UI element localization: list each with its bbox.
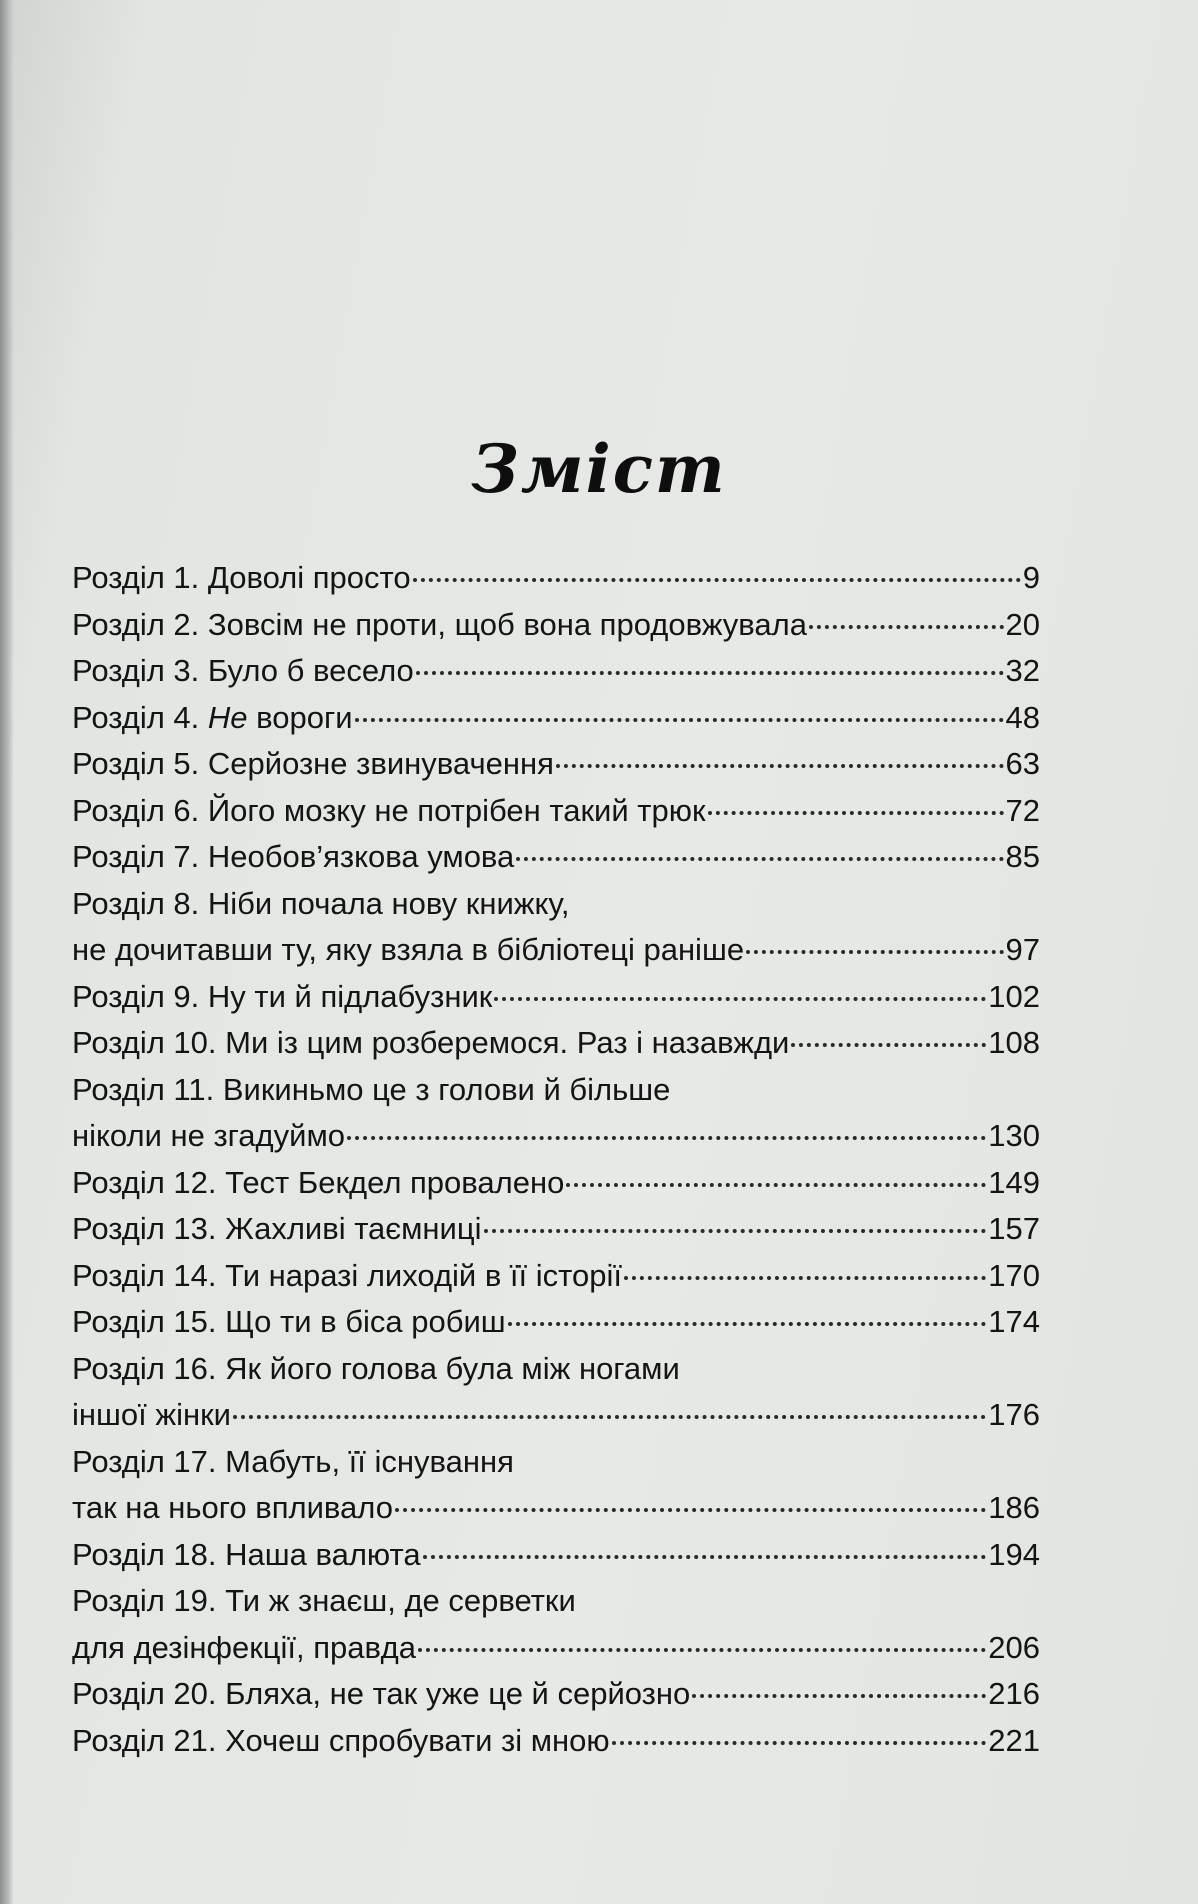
toc-entry-title-part: Розділ 9. Ну ти й підлабузник: [72, 978, 493, 1014]
toc-leader-dots: [708, 811, 1004, 815]
toc-entry-title: [72, 788, 706, 835]
page-gutter-shadow: [0, 0, 14, 1904]
toc-page-number: 63: [1005, 746, 1040, 781]
toc-entry: [72, 1532, 1040, 1579]
toc-entry-title-part: не дочитавши ту, яку взяла в бібліотеці раніше: [72, 932, 745, 967]
toc-entry-title-part: Розділ 18. Наша валюта: [72, 1536, 421, 1572]
toc-entry-title: [72, 1718, 610, 1765]
toc-page-number: 186: [988, 1490, 1040, 1525]
toc-entry-title: [72, 695, 353, 742]
toc-entry: [72, 1160, 1040, 1207]
toc-page-number: 20: [1005, 606, 1040, 642]
toc-leader-dots: [355, 718, 1004, 722]
toc-leader-dots: [566, 1183, 986, 1187]
toc-leader-dots: [494, 997, 986, 1001]
toc-entry-title: [72, 1671, 690, 1718]
toc-entry-title: [72, 648, 414, 695]
toc-page-number: 221: [988, 1722, 1040, 1758]
toc-leader-dots: [395, 1508, 986, 1512]
toc-entry-title: [72, 881, 569, 928]
toc-entry-title: [72, 1532, 421, 1579]
toc-leader-dots: [413, 578, 1021, 582]
toc-entry-title-part: Розділ 20. Бляха, не так уже це й серйозно: [72, 1676, 691, 1711]
toc-leader-dots: [624, 1276, 986, 1280]
toc-leader-dots: [418, 1648, 986, 1652]
toc-page-number: 174: [988, 1304, 1040, 1339]
toc-entry-title-part: Розділ 13. Жахливі таємниці: [72, 1211, 482, 1246]
toc-page-number: 194: [988, 1536, 1040, 1572]
toc-page-number: 9: [1022, 560, 1040, 595]
toc-entry-title: [72, 1392, 231, 1439]
toc-entry-title: [72, 1206, 482, 1253]
toc-entry-title-part: Розділ 2. Зовсім не проти, щоб вона продовжувала: [72, 606, 807, 642]
bleed-through-text: [240, 228, 1070, 564]
toc-entry: [72, 788, 1040, 835]
toc-page-number: 85: [1005, 839, 1040, 874]
toc-entry-title-italic: Не: [207, 699, 248, 735]
toc-entry: [72, 1718, 1040, 1765]
toc-entry-title-part: Розділ 19. Ти ж знаєш, де серветки: [72, 1583, 576, 1618]
toc-leader-dots: [612, 1741, 987, 1745]
toc-entry: [72, 648, 1040, 695]
toc-entry: [72, 555, 1040, 602]
toc-entry: [72, 1671, 1040, 1718]
toc-entry: [72, 695, 1040, 742]
toc-entry: [72, 1067, 1040, 1114]
toc-entry-title-part: Розділ 5. Серйозне звинувачення: [72, 746, 554, 781]
toc-page-number: 108: [988, 1025, 1040, 1060]
toc-page-number: 102: [988, 978, 1040, 1014]
toc-entry-title-part: Розділ 14. Ти наразі лиходій в її історії: [72, 1257, 622, 1293]
toc-entry-title-part: Розділ 21. Хочеш спробувати зі мною: [72, 1722, 610, 1758]
toc-entry-title-part: Розділ 10. Ми із цим розберемося. Раз і назавжди: [72, 1025, 790, 1060]
toc-leader-dots: [692, 1694, 986, 1698]
toc-entry: [72, 1392, 1040, 1439]
toc-entry-title-part: для дезінфекції, правда: [72, 1629, 416, 1665]
toc-entry-title: [72, 1578, 576, 1625]
toc-entry-title: [72, 555, 411, 602]
toc-entry: [72, 602, 1040, 649]
toc-entry-title: [72, 1625, 416, 1672]
toc-entry-title-part: іншої жінки: [72, 1397, 231, 1432]
toc-page-number: 72: [1005, 792, 1040, 828]
toc-entry: [72, 1253, 1040, 1300]
toc-leader-dots: [233, 1415, 986, 1419]
toc-page-number: 97: [1005, 932, 1040, 967]
toc-entry-title-part: так на нього впливало: [72, 1490, 393, 1525]
toc-leader-dots: [484, 1229, 987, 1233]
toc-entry-title-part: Розділ 3. Було б весело: [72, 653, 414, 688]
toc-leader-dots: [556, 764, 1004, 768]
toc-page-number: 216: [988, 1676, 1040, 1711]
toc-entry-title-part: Розділ 6. Його мозку не потрібен такий трюк: [72, 792, 706, 828]
toc-entry-title: [72, 602, 807, 649]
toc-page-number: 48: [1005, 699, 1040, 735]
toc-entry-title: [72, 1346, 680, 1393]
toc-page-number: 149: [988, 1164, 1040, 1200]
toc-entry: [72, 1299, 1040, 1346]
toc-leader-dots: [516, 857, 1003, 861]
toc-leader-dots: [746, 950, 1003, 954]
toc-entry: [72, 1439, 1040, 1486]
toc-entry-title: [72, 1439, 514, 1486]
toc-leader-dots: [809, 625, 1004, 629]
toc-entry-title: [72, 1160, 564, 1207]
toc-entry: [72, 834, 1040, 881]
table-of-contents: [72, 555, 1040, 1764]
toc-entry: [72, 1578, 1040, 1625]
toc-entry-title: [72, 1253, 622, 1300]
toc-entry: [72, 974, 1040, 1021]
toc-leader-dots: [508, 1322, 987, 1326]
toc-entry: [72, 1113, 1040, 1160]
toc-entry-title-part: Розділ 15. Що ти в біса робиш: [72, 1304, 506, 1339]
toc-entry-title: [72, 1113, 345, 1160]
toc-entry-title-part: ніколи не згадуймо: [72, 1118, 346, 1153]
toc-entry-title: [72, 927, 744, 974]
toc-entry-title-part: Розділ 12. Тест Бекдел провалено: [72, 1164, 565, 1200]
toc-entry-title-part: Розділ 17. Мабуть, її існування: [72, 1443, 514, 1479]
toc-entry-title: [72, 1067, 670, 1114]
toc-entry-title: [72, 974, 492, 1021]
toc-leader-dots: [416, 671, 1004, 675]
toc-leader-dots: [423, 1555, 987, 1559]
toc-leader-dots: [791, 1043, 986, 1047]
toc-entry: [72, 1020, 1040, 1067]
toc-entry-title: [72, 834, 514, 881]
toc-entry-title-part: Розділ 8. Ніби почала нову книжку,: [72, 885, 570, 921]
page-title: Зміст: [471, 430, 727, 508]
toc-entry-title: [72, 741, 554, 788]
toc-page-number: 130: [988, 1118, 1040, 1153]
toc-entry-title-part: Розділ 16. Як його голова була між ногами: [72, 1350, 680, 1386]
toc-entry-title-part: вороги: [247, 699, 353, 735]
toc-leader-dots: [347, 1136, 986, 1140]
toc-entry: [72, 1485, 1040, 1532]
toc-entry-title-part: Розділ 4.: [72, 699, 208, 735]
toc-entry-title: [72, 1485, 393, 1532]
toc-entry: [72, 1346, 1040, 1393]
toc-page-number: 176: [988, 1397, 1040, 1432]
toc-entry-title: [72, 1020, 789, 1067]
toc-page-number: 157: [988, 1211, 1040, 1246]
toc-entry-title-part: Розділ 11. Викиньмо це з голови й більше: [72, 1071, 671, 1107]
toc-entry: [72, 927, 1040, 974]
toc-page-number: 206: [988, 1629, 1040, 1665]
toc-entry: [72, 881, 1040, 928]
toc-entry-title-part: Розділ 1. Доволі просто: [72, 560, 411, 595]
toc-entry: [72, 741, 1040, 788]
toc-entry: [72, 1625, 1040, 1672]
toc-entry-title-part: Розділ 7. Необов’язкова умова: [72, 839, 515, 874]
toc-entry: [72, 1206, 1040, 1253]
toc-entry-title: [72, 1299, 506, 1346]
toc-page-number: 32: [1005, 653, 1040, 688]
toc-page-number: 170: [988, 1257, 1040, 1293]
